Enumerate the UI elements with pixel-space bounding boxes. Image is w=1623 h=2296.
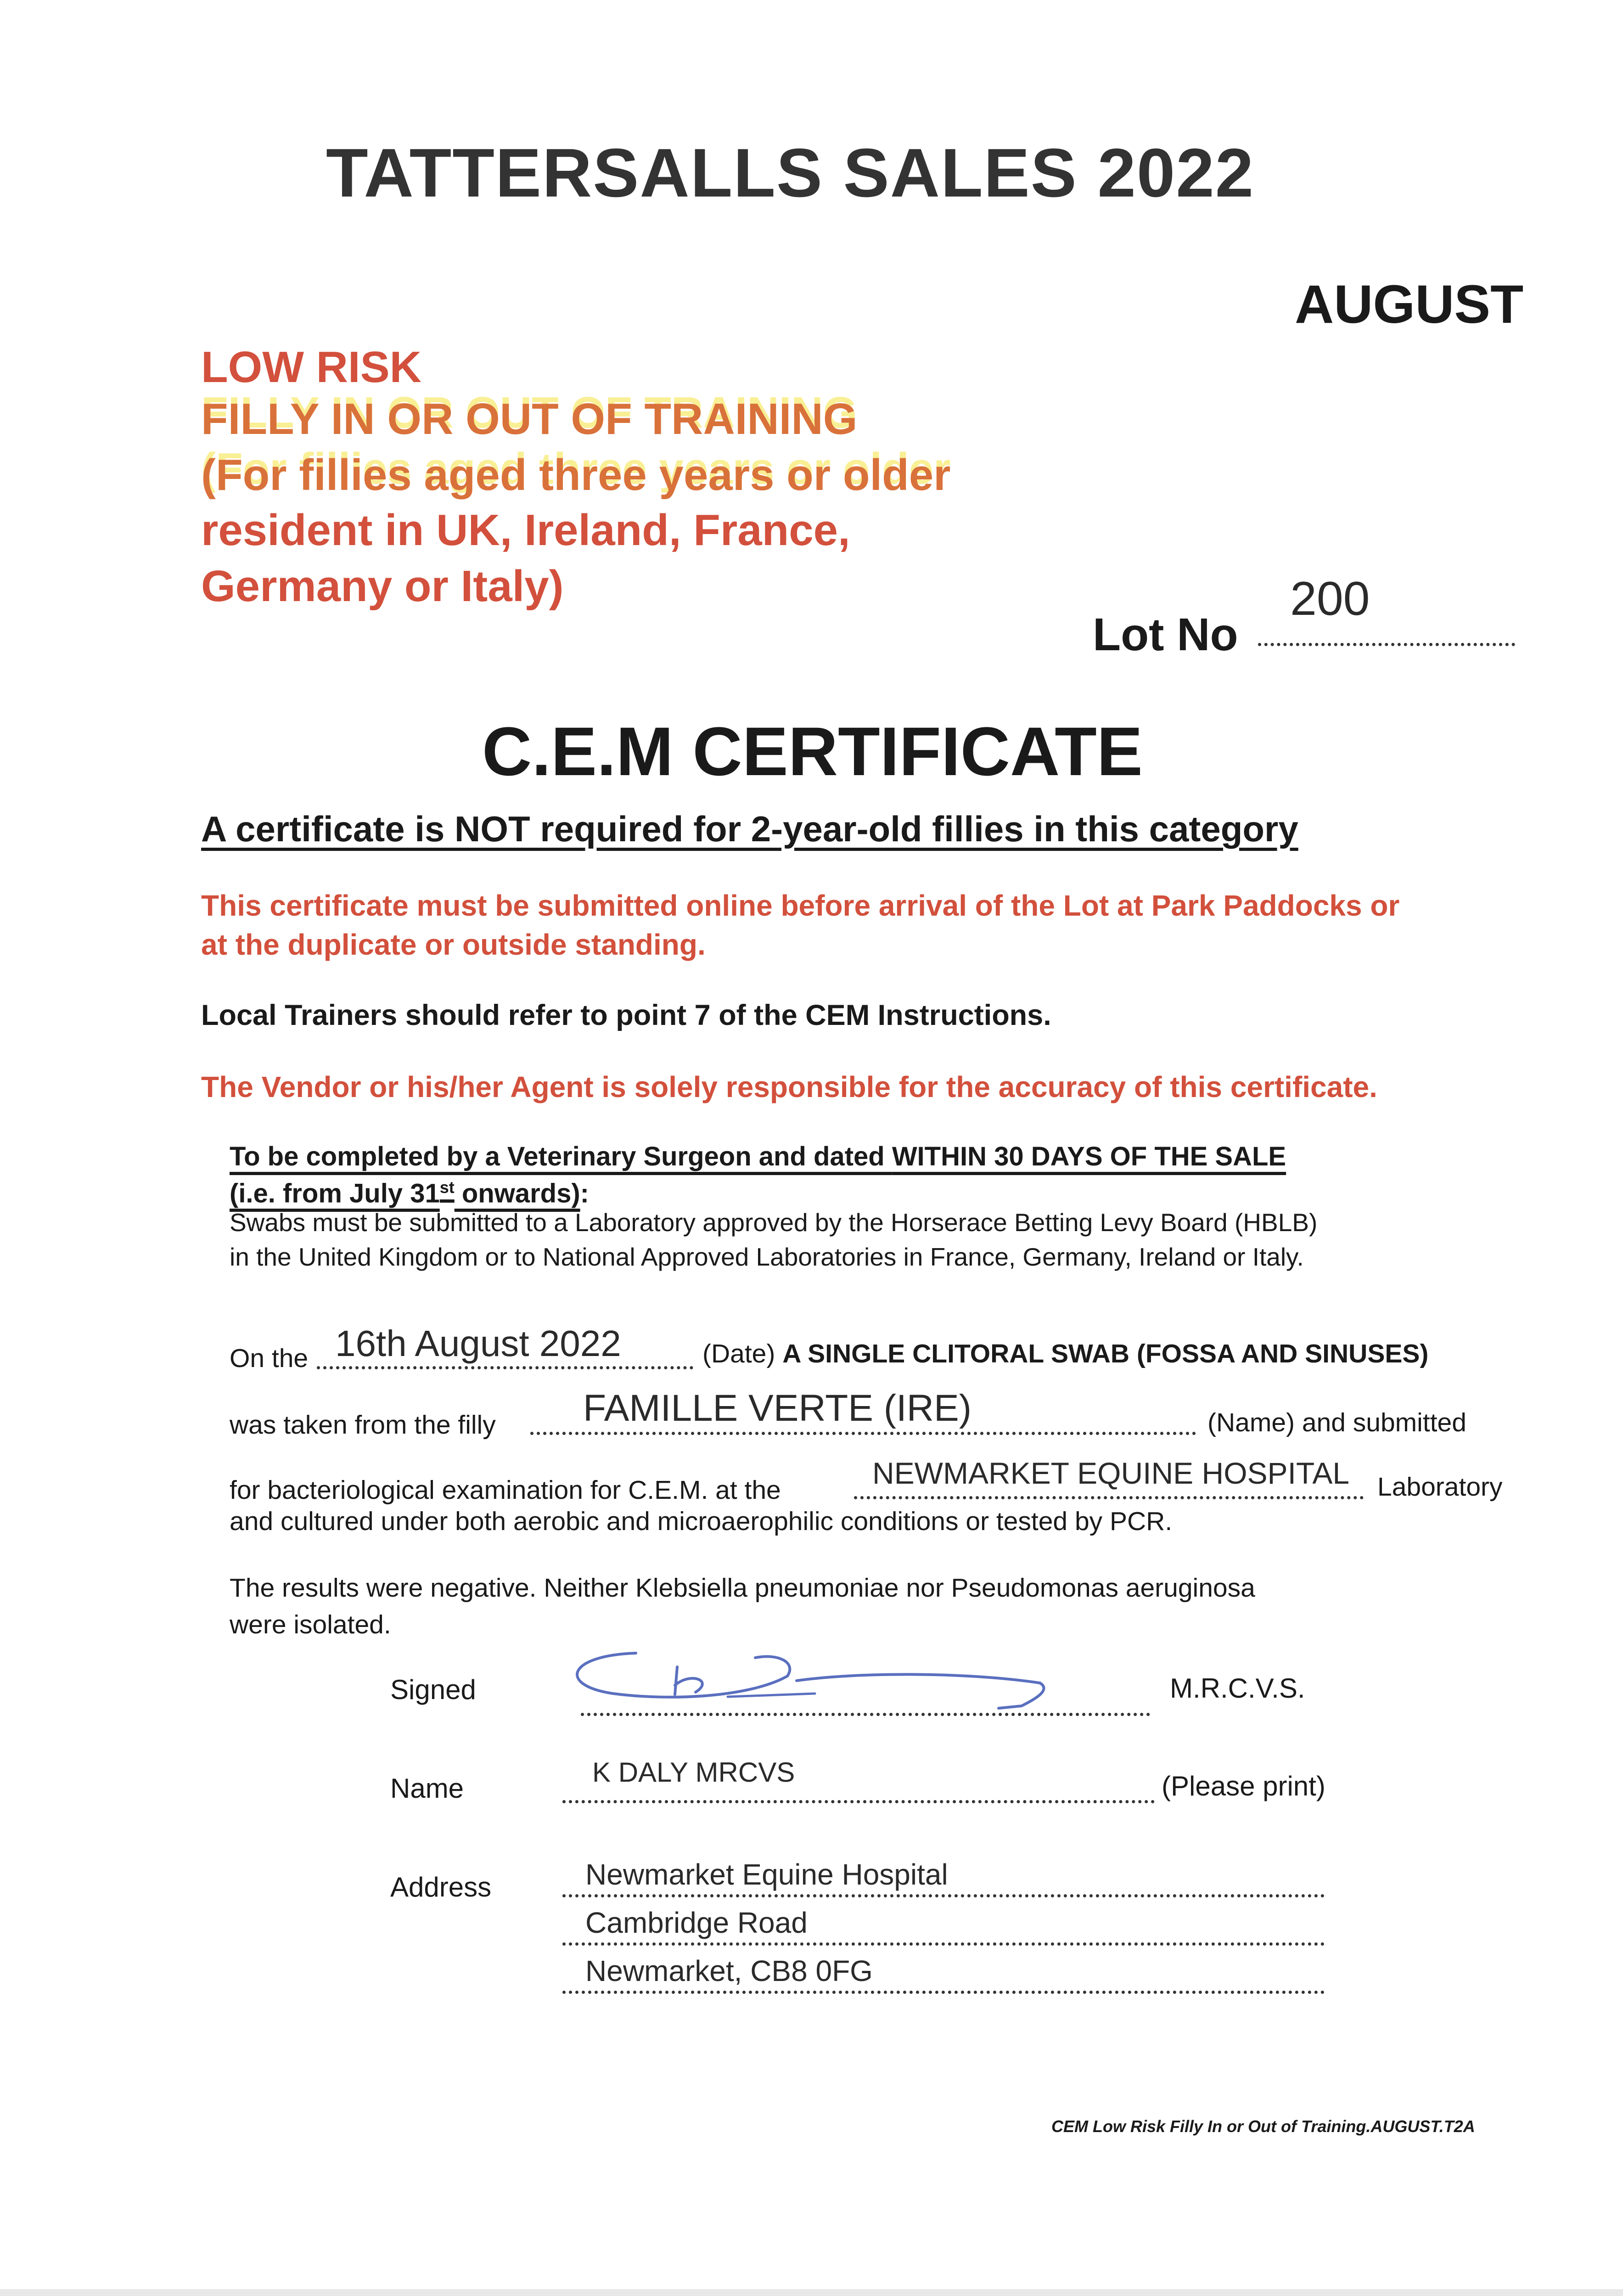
- vendor-responsibility-notice: The Vendor or his/her Agent is solely responsible for the accuracy of this certificate.: [201, 1070, 1377, 1103]
- date-label: (Date): [702, 1339, 775, 1368]
- filly-name-value: FAMILLE VERTE (IRE): [583, 1387, 972, 1429]
- lot-number-label: Lot No: [1093, 609, 1238, 660]
- laboratory-label: Laboratory: [1377, 1472, 1503, 1502]
- form-reference-footer: CEM Low Risk Filly In or Out of Training.AUGUST.T2A: [1051, 2117, 1475, 2136]
- address-dotted-line-2: [562, 1942, 1325, 1946]
- not-required-notice: A certificate is NOT required for 2-year-old fillies in this category: [201, 809, 1298, 849]
- name-label-vet: Name: [390, 1773, 464, 1804]
- laboratory-value: NEWMARKET EQUINE HOSPITAL: [872, 1456, 1350, 1490]
- results-statement-2: were isolated.: [230, 1610, 391, 1639]
- signed-label: Signed: [390, 1674, 476, 1705]
- swab-date-value: 16th August 2022: [335, 1323, 621, 1364]
- swab-type-text: A SINGLE CLITORAL SWAB (FOSSA AND SINUSES): [782, 1339, 1429, 1368]
- certificate-title: C.E.M CERTIFICATE: [482, 713, 1143, 790]
- completion-instruction: [230, 1141, 1286, 1172]
- name-label: (Name) and submitted: [1207, 1408, 1466, 1437]
- lab-instruction-2: in the United Kingdom or to National Approved Laboratories in France, Germany, Ireland or Italy.: [230, 1243, 1304, 1271]
- filly-name-dotted-line: [530, 1432, 1196, 1435]
- trainers-notice: Local Trainers should refer to point 7 of the CEM Instructions.: [201, 999, 1051, 1031]
- submission-notice: This certificate must be submitted online before arrival of the Lot at Park Paddocks or: [201, 889, 1400, 922]
- date-range-instruction: [230, 1178, 589, 1209]
- date-range-b: onwards): [454, 1178, 580, 1209]
- sale-month: AUGUST: [1295, 274, 1524, 335]
- results-statement: The results were negative. Neither Klebsiella pneumoniae nor Pseudomonas aeruginosa: [230, 1573, 1255, 1603]
- address-line-1: Newmarket Equine Hospital: [585, 1858, 948, 1891]
- date-range-a: (i.e. from July 31: [230, 1178, 440, 1209]
- bacteriological-label: for bacteriological examination for C.E.M. at the: [230, 1475, 781, 1505]
- date-range-sup: st: [439, 1178, 455, 1197]
- residency-line-2: Germany or Italy): [201, 562, 564, 611]
- vet-signature: [558, 1644, 1063, 1727]
- address-dotted-line-1: [562, 1894, 1325, 1897]
- taken-from-label: was taken from the filly: [230, 1410, 496, 1440]
- laboratory-dotted-line: [854, 1496, 1364, 1499]
- completion-instruction-a: To be completed by a Veterinary Surgeon and dated: [230, 1142, 892, 1171]
- vet-name-dotted-line: [562, 1800, 1155, 1803]
- culture-statement: and cultured under both aerobic and microaerophilic conditions or tested by PCR.: [230, 1507, 1173, 1536]
- lab-instruction: Swabs must be submitted to a Laboratory approved by the Horserace Betting Levy Board (HBLB): [230, 1208, 1318, 1237]
- address-line-2: Cambridge Road: [585, 1906, 808, 1939]
- please-print-label: (Please print): [1162, 1771, 1325, 1801]
- risk-category: LOW RISK: [201, 343, 421, 392]
- address-dotted-line-3: [562, 1991, 1325, 1994]
- mrcvs-label: M.R.C.V.S.: [1170, 1673, 1305, 1704]
- scan-edge: [0, 2289, 1623, 2296]
- age-condition-line: (For fillies aged three years or older: [201, 450, 951, 500]
- date-suffix: [702, 1339, 1428, 1369]
- date-range-colon: :: [580, 1178, 589, 1209]
- completion-deadline: WITHIN 30 DAYS OF THE SALE: [892, 1142, 1286, 1171]
- submission-notice-2: at the duplicate or outside standing.: [201, 928, 706, 961]
- vet-name-value: K DALY MRCVS: [592, 1757, 795, 1788]
- lot-number-value: 200: [1290, 572, 1370, 625]
- on-the-label: On the: [230, 1344, 309, 1373]
- document-title: TATTERSALLS SALES 2022: [326, 134, 1255, 211]
- filly-training-label: FILLY IN OR OUT OF TRAINING: [201, 394, 858, 444]
- date-dotted-line: [317, 1366, 693, 1369]
- address-label: Address: [390, 1872, 492, 1902]
- residency-line: resident in UK, Ireland, France,: [201, 506, 850, 555]
- lot-number-dotted-line: [1258, 643, 1515, 646]
- address-line-3: Newmarket, CB8 0FG: [585, 1954, 873, 1987]
